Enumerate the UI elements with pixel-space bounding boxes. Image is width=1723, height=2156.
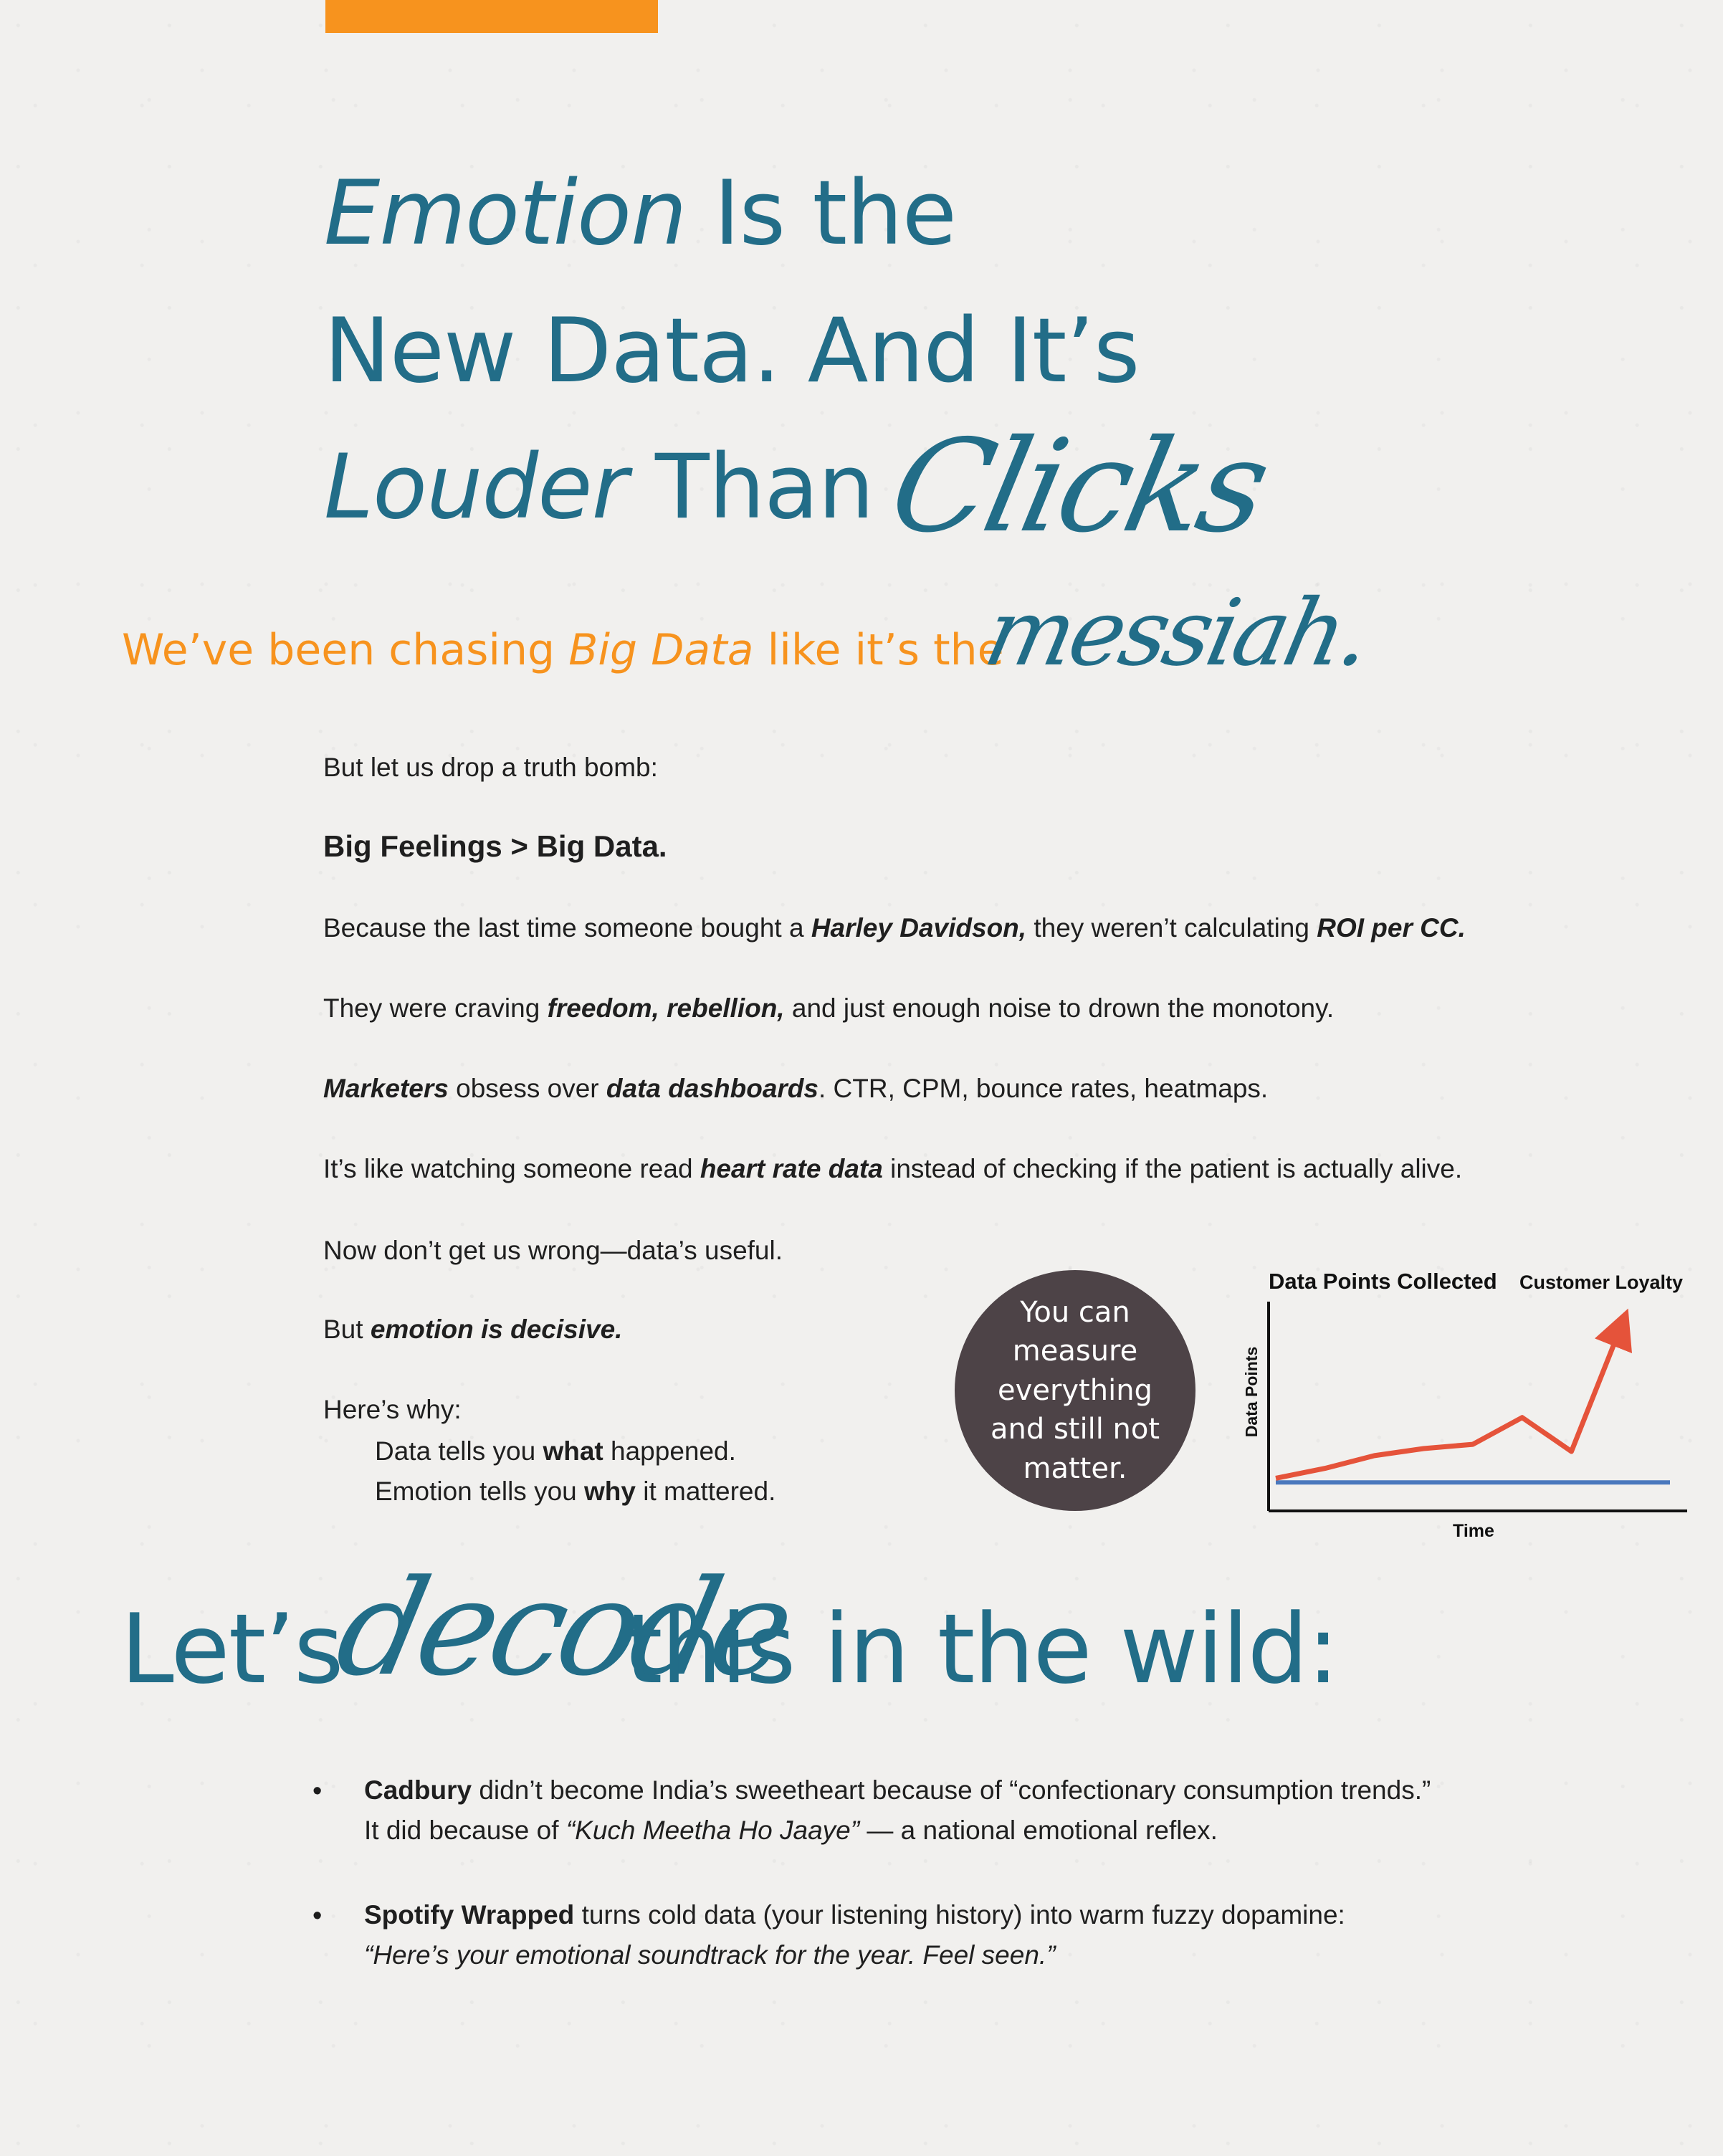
decode-heading-post: this in the wild:	[625, 1593, 1338, 1705]
paragraph-big-feelings: Big Feelings > Big Data.	[323, 829, 667, 863]
paragraph-data-useful: Now don’t get us wrong—data’s useful.	[323, 1236, 783, 1265]
data-vs-loyalty-chart	[1233, 1256, 1699, 1550]
orange-accent-bar	[325, 0, 658, 33]
paragraph-emotion-decisive: But emotion is decisive.	[323, 1315, 623, 1344]
why-emotion: Emotion tells you why it mattered.	[375, 1477, 776, 1506]
item-spotify-line-1: Spotify Wrapped turns cold data (your listening history) into warm fuzzy dopamine:	[364, 1900, 1345, 1930]
item-cadbury-line-1: Cadbury didn’t become India’s sweetheart because of “confectionary consumption trends.”	[364, 1775, 1431, 1805]
subhead-pre: We’ve been chasing	[122, 625, 555, 675]
decode-heading-pre: Let’s	[120, 1593, 343, 1705]
quote-bubble	[955, 1270, 1195, 1511]
subhead-messiah-script: messiah.	[976, 580, 1378, 687]
series-customer-loyalty	[1276, 1327, 1621, 1479]
item-spotify-line-2: “Here’s your emotional soundtrack for the year. Feel seen.”	[364, 1940, 1056, 1970]
paragraph-heart-rate: It’s like watching someone read heart rate data instead of checking if the patient is actually alive.	[323, 1154, 1463, 1183]
paragraph-heres-why: Here’s why:	[323, 1395, 462, 1424]
subhead	[122, 625, 1004, 675]
paragraph-craving: They were craving freedom, rebellion, and just enough noise to drown the monotony.	[323, 993, 1335, 1023]
bullet-spotify: •	[312, 1901, 323, 1931]
subhead-big-data: Big Data	[568, 625, 754, 675]
item-cadbury-line-2: It did because of “Kuch Meetha Ho Jaaye” — a national emotional reflex.	[364, 1816, 1218, 1845]
x-axis-label: Time	[1453, 1521, 1494, 1541]
headline-line-2: New Data. And It’s	[324, 300, 1140, 403]
paragraph-truth-bomb: But let us drop a truth bomb:	[323, 753, 658, 782]
y-axis-label: Data Points	[1242, 1346, 1261, 1438]
headline-louder: Louder	[324, 436, 628, 539]
headline-clicks-script: Clicks	[879, 412, 1279, 561]
headline-emotion: Emotion	[324, 162, 687, 265]
quote-bubble-text: You can measure everything and still not matter.	[990, 1296, 1160, 1485]
chart-title: Data Points Collected	[1269, 1269, 1497, 1294]
headline-is-the: Is the	[713, 162, 957, 265]
bullet-cadbury: •	[312, 1776, 323, 1806]
why-data: Data tells you what happened.	[375, 1436, 736, 1466]
paragraph-marketers: Marketers obsess over data dashboards. CTR, CPM, bounce rates, heatmaps.	[323, 1074, 1269, 1103]
paragraph-harley: Because the last time someone bought a Harley Davidson, they weren’t calculating ROI per CC.	[323, 913, 1466, 943]
legend-customer-loyalty: Customer Loyalty	[1519, 1272, 1684, 1293]
subhead-post: like it’s the	[767, 625, 1004, 675]
headline-line-3	[324, 436, 874, 539]
headline-line-1	[324, 162, 957, 265]
decode-heading-script: decode	[325, 1552, 801, 1705]
headline-than: Than	[654, 436, 874, 539]
